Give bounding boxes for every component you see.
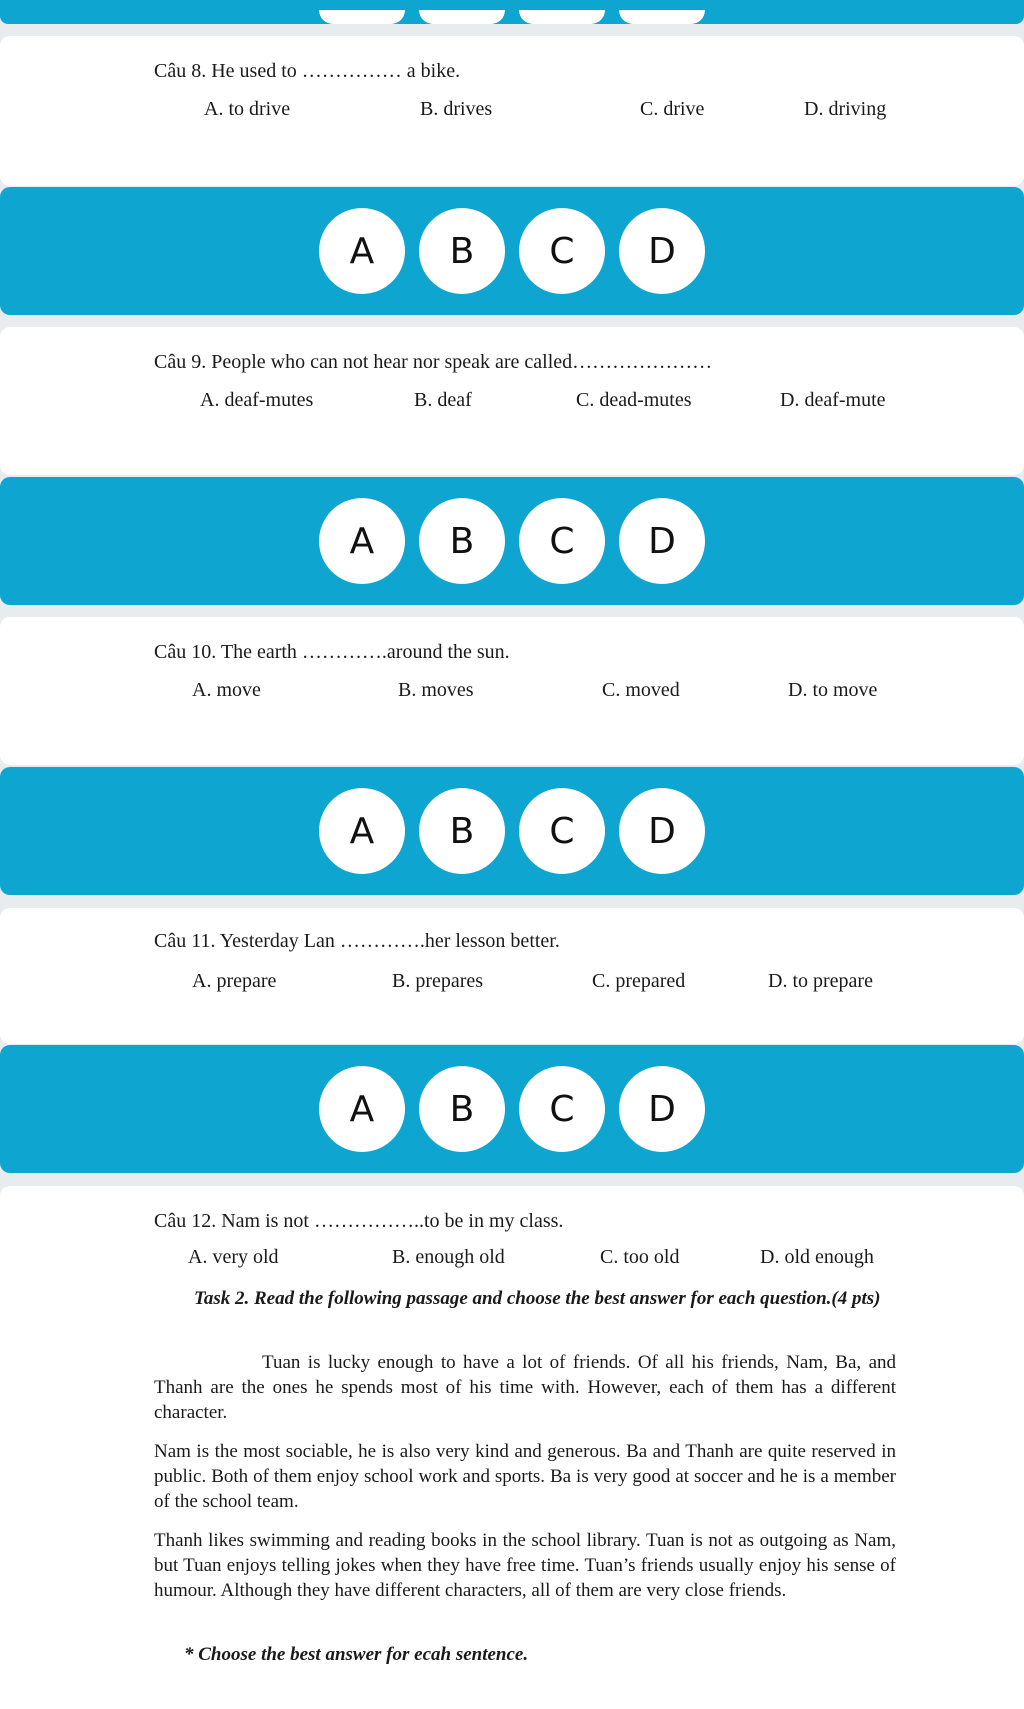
option-b: B. drives xyxy=(420,98,493,120)
option-c: C. too old xyxy=(600,1246,680,1268)
question-stem: Câu 11. Yesterday Lan ………….her lesson better. xyxy=(154,930,560,952)
option-d: D. to prepare xyxy=(768,970,873,992)
answer-circle-partial[interactable] xyxy=(419,10,505,24)
answer-circle-partial[interactable] xyxy=(619,10,705,24)
option-a: A. deaf-mutes xyxy=(200,389,314,411)
option-a: A. prepare xyxy=(192,970,277,992)
answer-button-d[interactable]: D xyxy=(619,1066,705,1152)
answer-button-b[interactable]: B xyxy=(419,1066,505,1152)
answer-button-c[interactable]: C xyxy=(519,1066,605,1152)
question-card-8 xyxy=(0,36,1024,186)
answer-circle-partial[interactable] xyxy=(319,10,405,24)
answer-circle-partial[interactable] xyxy=(519,10,605,24)
question-stem: Câu 10. The earth ………….around the sun. xyxy=(154,641,510,663)
option-b: B. enough old xyxy=(392,1246,505,1268)
answer-button-c[interactable]: C xyxy=(519,208,605,294)
answer-button-b[interactable]: B xyxy=(419,498,505,584)
answer-button-b[interactable]: B xyxy=(419,788,505,874)
answer-button-d[interactable]: D xyxy=(619,498,705,584)
passage-paragraph: Thanh likes swimming and reading books in the school library. Tuan is not as outgoing as Nam, but Tuan enjoys telling jokes when they have free time. Tuan’s friends usually enjoy his sense of humour. Although they have different characters, all of them are very close friends. xyxy=(154,1530,896,1601)
question-card-10 xyxy=(0,617,1024,765)
option-a: A. to drive xyxy=(204,98,291,120)
answer-button-c[interactable]: C xyxy=(519,788,605,874)
option-a: A. very old xyxy=(188,1246,279,1268)
question-stem: Câu 12. Nam is not ……………..to be in my class. xyxy=(154,1210,564,1232)
answer-bar-11 xyxy=(0,1045,1024,1173)
option-b: B. prepares xyxy=(392,970,484,992)
answer-button-a[interactable]: A xyxy=(319,1066,405,1152)
question-stem: Câu 9. People who can not hear nor speak are called………………… xyxy=(154,351,713,373)
question-card-9 xyxy=(0,327,1024,475)
option-c: C. prepared xyxy=(592,970,686,992)
option-d: D. old enough xyxy=(760,1246,874,1268)
answer-button-d[interactable]: D xyxy=(619,788,705,874)
answer-button-a[interactable]: A xyxy=(319,208,405,294)
question-card-11 xyxy=(0,908,1024,1044)
task-title: Task 2. Read the following passage and choose the best answer for each question.(4 pts) xyxy=(194,1288,881,1309)
answer-bar-10 xyxy=(0,767,1024,895)
answer-button-a[interactable]: A xyxy=(319,498,405,584)
answer-bar-8 xyxy=(0,187,1024,315)
option-c: C. moved xyxy=(602,679,680,701)
option-d: D. driving xyxy=(804,98,887,120)
option-d: D. deaf-mute xyxy=(780,389,886,411)
instruction-text: * Choose the best answer for ecah sentence. xyxy=(184,1644,529,1665)
option-b: B. deaf xyxy=(414,389,472,411)
option-c: C. drive xyxy=(640,98,705,120)
answer-button-d[interactable]: D xyxy=(619,208,705,294)
answer-button-b[interactable]: B xyxy=(419,208,505,294)
answer-button-c[interactable]: C xyxy=(519,498,605,584)
option-c: C. dead-mutes xyxy=(576,389,692,411)
option-b: B. moves xyxy=(398,679,474,701)
answer-bar-top xyxy=(0,0,1024,24)
question-stem: Câu 8. He used to …………… a bike. xyxy=(154,60,461,82)
question-card-12 xyxy=(0,1186,1024,1709)
option-a: A. move xyxy=(192,679,261,701)
answer-button-a[interactable]: A xyxy=(319,788,405,874)
option-d: D. to move xyxy=(788,679,878,701)
answer-bar-9 xyxy=(0,477,1024,605)
passage-paragraph: Nam is the most sociable, he is also very kind and generous. Ba and Thanh are quite reserved in public. Both of them enjoy school work and sports. Ba is very good at soccer and he is a member of the school team. xyxy=(154,1441,896,1512)
passage-paragraph: Tuan is lucky enough to have a lot of friends. Of all his friends, Nam, Ba, and Thanh are the ones he spends most of his time with. However, each of them has a different character. xyxy=(154,1352,896,1423)
